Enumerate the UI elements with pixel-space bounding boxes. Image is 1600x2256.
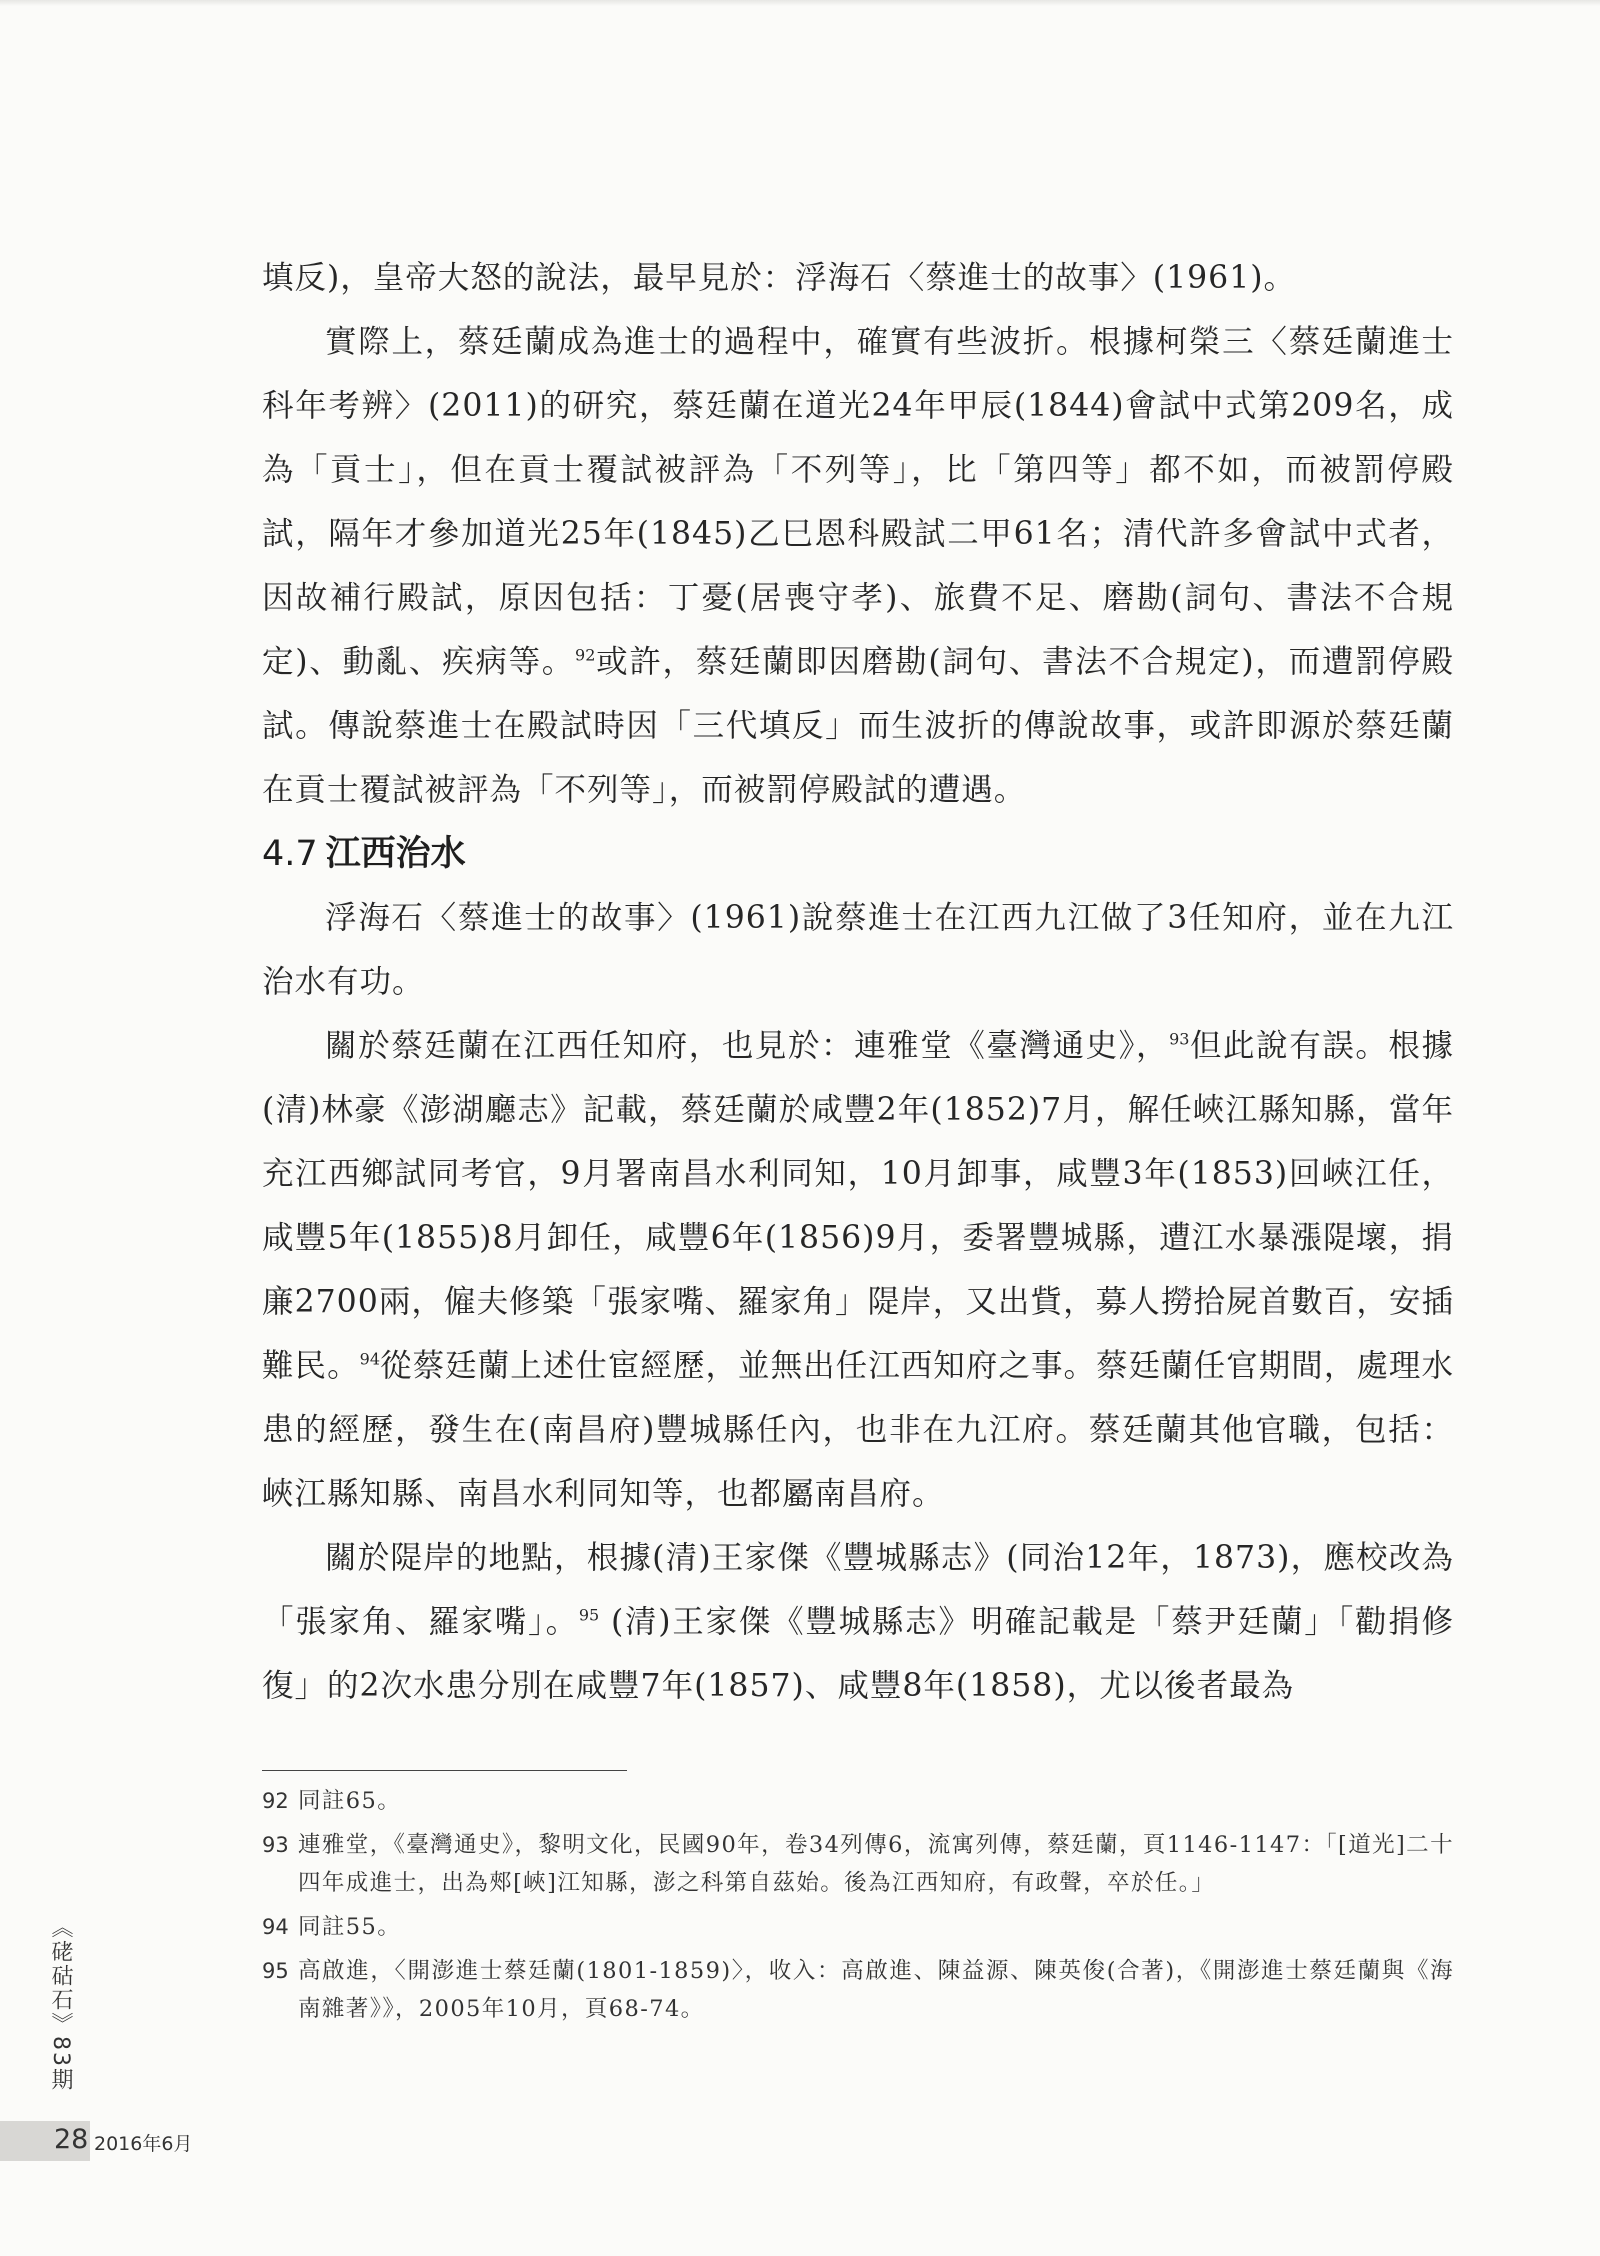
body-text: [262, 246, 1454, 1718]
section-number: 4.7: [262, 834, 318, 874]
footnote-ref-92[interactable]: 92: [575, 645, 596, 665]
paragraph-4-text-c: 從蔡廷蘭上述仕宦經歷，並無出任江西知府之事。蔡廷蘭任官期間，處理水患的經歷，發生在(南昌府)豐城縣任內，也非在九江府。蔡廷蘭其他官職，包括：峽江縣知縣、南昌水利同知等，也都屬南昌府。: [262, 1348, 1454, 1512]
footnote-number: 92: [262, 1789, 289, 1813]
page-number: 28: [54, 2124, 89, 2155]
footnote-number: 95: [262, 1959, 289, 1983]
section-title: 江西治水: [325, 834, 466, 874]
paragraph-2-text-b: 或許，蔡廷蘭即因磨勘(詞句、書法不合規定)，而遭罰停殿試。傳說蔡進士在殿試時因「三代填反」而生波折的傳說故事，或許即源於蔡廷蘭在貢士覆試被評為「不列等」，而被罰停殿試的遭遇。: [262, 644, 1454, 808]
paragraph-5: [262, 1526, 1454, 1718]
issue-date: 2016年6月: [94, 2133, 193, 2155]
footnotes: [262, 1782, 1454, 2034]
footnote-item: [262, 1826, 1454, 1902]
footnote-text: 同註65。: [298, 1788, 402, 1814]
footnote-text: 同註55。: [298, 1914, 402, 1940]
footnote-number: 94: [262, 1915, 289, 1939]
footnote-divider: [262, 1770, 627, 1771]
paragraph-3: [262, 886, 1454, 1014]
paragraph-1-text: 填反)，皇帝大怒的說法，最早見於：浮海石〈蔡進士的故事〉(1961)。: [262, 260, 1297, 296]
paragraph-5-text-b: (清)王家傑《豐城縣志》明確記載是「蔡尹廷蘭」「勸捐修復」的2次水患分別在咸豐7年(1857)、咸豐8年(1858)，尤以後者最為: [262, 1604, 1454, 1704]
scan-edge: [0, 0, 1600, 6]
footnote-ref-95[interactable]: 95: [578, 1605, 600, 1625]
footnote-number: 93: [262, 1833, 289, 1857]
footnote-item: [262, 1952, 1454, 2028]
footnote-item: [262, 1908, 1454, 1946]
paragraph-2-text-a: 實際上，蔡廷蘭成為進士的過程中，確實有些波折。根據柯榮三〈蔡廷蘭進士科年考辨〉(2011)的研究，蔡廷蘭在道光24年甲辰(1844)會試中式第209名，成為「貢士」，但在貢士覆試被評為「不列等」，比「第四等」都不如，而被罰停殿試，隔年才參加道光25年(1845)乙巳恩科殿試二甲61名；清代許多會試中式者，因故補行殿試，原因包括：丁憂(居喪守孝)、旅費不足、磨勘(詞句、書法不合規定)、動亂、疾病等。: [262, 324, 1454, 680]
section-heading: [262, 822, 1454, 886]
paragraph-4-text-b: 但此說有誤。根據(清)林豪《澎湖廳志》記載，蔡廷蘭於咸豐2年(1852)7月，解任峽江縣知縣，當年充江西鄉試同考官，9月署南昌水利同知，10月卸事，咸豐3年(1853)回峽江任，咸豐5年(1855)8月卸任，咸豐6年(1856)9月，委署豐城縣，遭江水暴漲隄壞，捐廉2700兩，僱夫修築「張家嘴、羅家角」隄岸，又出貲，募人撈拾屍首數百，安插難民。: [262, 1028, 1454, 1384]
paragraph-4: [262, 1014, 1454, 1526]
footnote-ref-93[interactable]: 93: [1169, 1029, 1190, 1049]
paragraph-3-text: 浮海石〈蔡進士的故事〉(1961)說蔡進士在江西九江做了3任知府，並在九江治水有功。: [262, 900, 1454, 1000]
footnote-text: 連雅堂，《臺灣通史》，黎明文化，民國90年，卷34列傳6，流寓列傳，蔡廷蘭，頁1146-1147：「[道光]二十四年成進士，出為郟[峽]江知縣，澎之科第自茲始。後為江西知府，有政聲，卒於任。」: [298, 1832, 1454, 1896]
footnote-item: [262, 1782, 1454, 1820]
footnote-text: 高啟進，〈開澎進士蔡廷蘭(1801-1859)〉，收入：高啟進、陳益源、陳英俊(合著)，《開澎進士蔡廷蘭與《海南雜著》》，2005年10月，頁68-74。: [298, 1958, 1454, 2022]
paragraph-1: [262, 246, 1454, 310]
journal-title: 《硓𥑮石》83期: [48, 1916, 73, 2092]
paragraph-4-text-a: 關於蔡廷蘭在江西任知府，也見於：連雅堂《臺灣通史》，: [325, 1028, 1170, 1064]
paragraph-2: [262, 310, 1454, 822]
footnote-ref-94[interactable]: 94: [359, 1349, 380, 1369]
paragraph-5-text-a: 關於隄岸的地點，根據(清)王家傑《豐城縣志》(同治12年，1873)，應校改為「張家角、羅家嘴」。: [262, 1540, 1454, 1640]
